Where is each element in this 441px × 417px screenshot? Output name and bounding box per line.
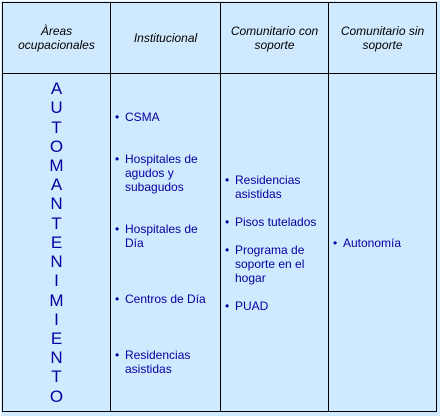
table-frame — [1, 1, 440, 416]
header-comunitario-con-soporte — [221, 3, 329, 74]
vertical-letter: U — [50, 98, 63, 118]
cell-con-soporte — [221, 74, 329, 412]
list-item-line: Hospitales de — [125, 221, 198, 236]
cell-automantenimiento — [3, 74, 111, 412]
list-item-line: Programa de — [235, 242, 305, 257]
vertical-letter: M — [49, 290, 64, 310]
vertical-letter: N — [50, 348, 63, 368]
vertical-letter: M — [49, 156, 64, 176]
vertical-letter: E — [50, 328, 63, 348]
list-item-line: Centros de Día — [125, 291, 206, 306]
list-item — [111, 222, 220, 250]
bullet-icon: • — [333, 235, 338, 250]
list-item-line: soporte en el — [235, 256, 305, 271]
bullet-icon: • — [225, 298, 230, 313]
list-item — [221, 215, 328, 229]
vertical-letter: O — [49, 386, 64, 406]
vertical-letter: T — [51, 367, 62, 387]
list-item-line: CSMA — [125, 109, 160, 124]
header-comunitario-sin-soporte — [329, 3, 437, 74]
vertical-letter: I — [54, 271, 59, 291]
bullet-icon: • — [115, 291, 120, 306]
list-item-line: Día — [125, 235, 144, 250]
header-institucional — [111, 3, 221, 74]
list-item — [221, 299, 328, 313]
list-item — [329, 236, 436, 250]
list-item-line: hogar — [235, 270, 266, 285]
con-soporte-list — [221, 173, 328, 313]
list-item — [111, 292, 220, 306]
vertical-letter: A — [50, 79, 63, 99]
list-item — [221, 243, 328, 285]
header-areas-ocupacionales — [3, 3, 111, 74]
list-item — [111, 152, 220, 194]
list-item-line: asistidas — [235, 186, 282, 201]
occupational-areas-table — [2, 2, 437, 412]
list-item-line: subagudos — [125, 179, 184, 194]
automantenimiento-vertical-word — [3, 79, 110, 405]
bullet-icon: • — [225, 214, 230, 229]
bullet-icon: • — [115, 151, 120, 166]
list-item-line: agudos y — [125, 165, 174, 180]
header-sin-soporte-line1: Comunitario sin — [340, 24, 425, 38]
header-institucional-label: Institucional — [133, 31, 198, 45]
list-item — [221, 173, 328, 201]
list-item-line: PUAD — [235, 298, 269, 313]
vertical-letter: T — [51, 117, 62, 137]
vertical-letter: E — [50, 232, 63, 252]
list-item-line: Autonomía — [343, 235, 402, 250]
list-item-line: Pisos tutelados — [235, 214, 317, 229]
list-item — [111, 110, 220, 124]
header-sin-soporte-line2: soporte — [362, 38, 403, 52]
vertical-letter: O — [49, 136, 64, 156]
list-item-line: Residencias — [235, 172, 301, 187]
bullet-icon: • — [115, 109, 120, 124]
vertical-letter: T — [51, 213, 62, 233]
header-con-soporte-line1: Comunitario con — [230, 24, 319, 38]
header-areas-line2: ocupacionales — [18, 38, 95, 52]
list-item-line: asistidas — [125, 361, 172, 376]
bullet-icon: • — [225, 172, 230, 187]
vertical-letter: I — [54, 309, 59, 329]
list-item-line: Hospitales de — [125, 151, 198, 166]
header-areas-line1: Àreas — [40, 24, 73, 38]
list-item-line: Residencias — [125, 347, 191, 362]
cell-sin-soporte — [329, 74, 437, 412]
sin-soporte-list — [329, 236, 436, 250]
bullet-icon: • — [115, 221, 120, 236]
bullet-icon: • — [115, 347, 120, 362]
vertical-letter: N — [50, 252, 63, 272]
cell-institucional — [111, 74, 221, 412]
vertical-letter: N — [50, 194, 63, 214]
institucional-list — [111, 110, 220, 376]
vertical-letter: A — [50, 175, 63, 195]
header-con-soporte-line2: soporte — [254, 38, 295, 52]
list-item — [111, 348, 220, 376]
bullet-icon: • — [225, 242, 230, 257]
